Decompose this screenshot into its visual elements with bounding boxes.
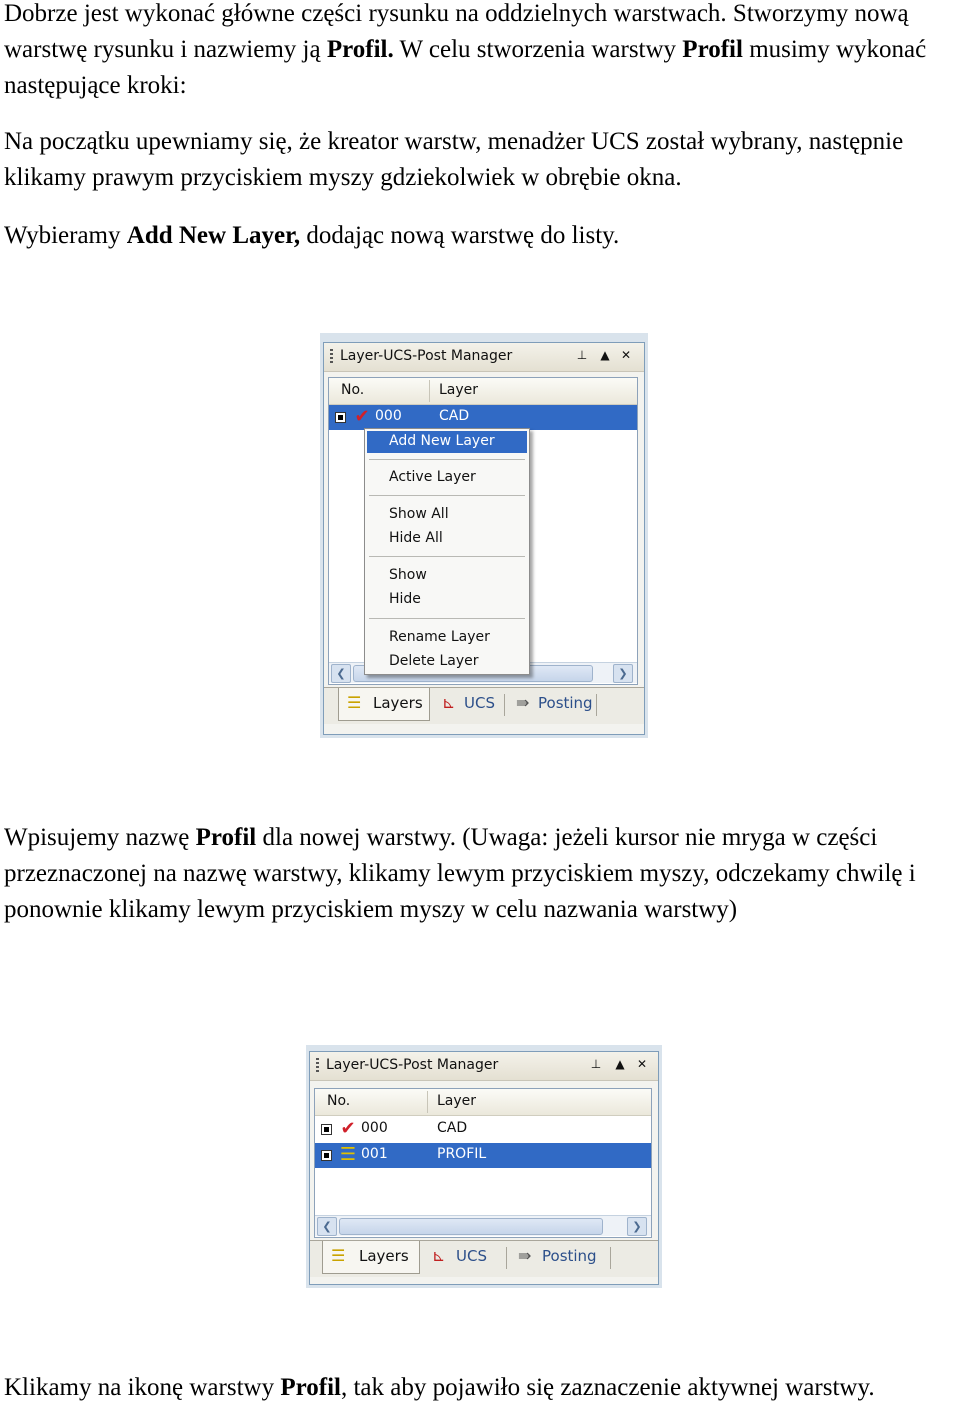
tab-divider bbox=[610, 1247, 611, 1269]
column-header-no[interactable]: No. bbox=[327, 1093, 351, 1109]
layers-icon: ☰ bbox=[347, 693, 362, 712]
step-2-text-c: dodając nową warstwę do listy. bbox=[300, 222, 620, 249]
menu-item-delete-layer[interactable]: Delete Layer bbox=[389, 653, 479, 669]
step-4-paragraph bbox=[4, 1370, 956, 1406]
context-menu bbox=[364, 428, 530, 675]
layer-name[interactable]: PROFIL bbox=[437, 1146, 487, 1162]
menu-item-show[interactable]: Show bbox=[389, 567, 427, 583]
posting-icon: ⇛ bbox=[518, 1246, 532, 1265]
intro-text-c: W celu stworzenia warstwy bbox=[393, 36, 683, 63]
ucs-icon: ⊾ bbox=[442, 693, 456, 712]
panel-titlebar[interactable] bbox=[324, 343, 644, 372]
layer-number: 000 bbox=[361, 1120, 388, 1136]
step-1-paragraph bbox=[4, 124, 956, 196]
tab-ucs[interactable] bbox=[434, 688, 504, 720]
scroll-right-icon[interactable]: ❯ bbox=[627, 1217, 647, 1236]
tab-posting-label: Posting bbox=[538, 694, 593, 712]
table-row[interactable] bbox=[315, 1117, 651, 1142]
list-header bbox=[329, 378, 637, 405]
column-header-layer[interactable]: Layer bbox=[437, 1093, 477, 1109]
step-2-paragraph bbox=[4, 218, 956, 254]
menu-item-active-layer[interactable]: Active Layer bbox=[389, 469, 476, 485]
intro-text-a: Dobrze jest wykonać główne części rysunku na oddzielnych warstwach. Stworzymy nową warstwę rysunku i nazwiemy ją bbox=[4, 0, 909, 63]
scroll-right-icon[interactable]: ❯ bbox=[613, 664, 633, 683]
visibility-checkbox[interactable] bbox=[321, 1124, 332, 1135]
menu-item-add-new-layer[interactable]: Add New Layer bbox=[367, 431, 527, 453]
pin-icon[interactable]: ⊥ bbox=[576, 348, 588, 362]
close-icon[interactable]: ✕ bbox=[636, 1057, 648, 1071]
menu-item-rename-layer[interactable]: Rename Layer bbox=[389, 629, 490, 645]
step-3-text-c: dla nowej warstwy. (Uwaga: jeżeli kursor nie mryga w części przeznaczonej na nazwę warstwy, klikamy lewym przyciskiem myszy, odczekamy chwilę i ponownie klikamy lewym przyciskiem myszy w celu nazwania warstwy) bbox=[4, 824, 916, 923]
column-header-no[interactable]: No. bbox=[341, 382, 365, 398]
step-3-text-a: Wpisujemy nazwę bbox=[4, 824, 196, 851]
list-header bbox=[315, 1089, 651, 1116]
posting-icon: ⇛ bbox=[516, 693, 530, 712]
column-divider[interactable] bbox=[429, 380, 430, 402]
step-4-text-a: Klikamy na ikonę warstwy bbox=[4, 1374, 281, 1401]
tab-layers-label: Layers bbox=[359, 1247, 409, 1265]
close-icon[interactable]: ✕ bbox=[620, 348, 632, 362]
tab-layers-label: Layers bbox=[373, 694, 423, 712]
tab-posting[interactable] bbox=[508, 688, 598, 720]
step-4-bold: Profil bbox=[280, 1374, 341, 1401]
scroll-left-icon[interactable]: ❮ bbox=[317, 1217, 337, 1236]
step-4-text-c: , tak aby pojawiło się zaznaczenie aktywnej warstwy. bbox=[340, 1374, 875, 1401]
tab-ucs[interactable] bbox=[424, 1241, 504, 1273]
step-3-paragraph bbox=[4, 820, 956, 928]
checkmark-icon[interactable]: ✔ bbox=[354, 406, 370, 427]
tab-posting-label: Posting bbox=[542, 1247, 597, 1265]
grip-icon[interactable] bbox=[316, 1058, 319, 1074]
visibility-checkbox[interactable] bbox=[321, 1150, 332, 1161]
panel-tabs bbox=[324, 687, 644, 724]
tab-layers[interactable] bbox=[322, 1241, 420, 1274]
step-2-bold: Add New Layer, bbox=[126, 222, 301, 249]
intro-bold-profil-2: Profil bbox=[682, 36, 743, 63]
scroll-thumb[interactable] bbox=[339, 1218, 603, 1235]
menu-item-hide-all[interactable]: Hide All bbox=[389, 530, 443, 546]
triangle-up-icon[interactable]: ▲ bbox=[600, 348, 610, 362]
layer-number: 001 bbox=[361, 1146, 388, 1162]
menu-separator bbox=[369, 459, 525, 460]
intro-bold-profil: Profil. bbox=[326, 36, 394, 63]
intro-paragraph bbox=[4, 0, 956, 104]
intro-text-e: musimy wykonać następujące kroki: bbox=[4, 36, 927, 99]
grip-icon[interactable] bbox=[330, 349, 333, 365]
panel-tabs bbox=[310, 1240, 658, 1277]
layer-manager-screenshot-2 bbox=[306, 1045, 662, 1288]
tab-ucs-label: UCS bbox=[464, 694, 495, 712]
layer-list[interactable] bbox=[314, 1088, 652, 1238]
panel-title: Layer-UCS-Post Manager bbox=[326, 1057, 499, 1073]
scroll-left-icon[interactable]: ❮ bbox=[331, 664, 351, 683]
tab-ucs-label: UCS bbox=[456, 1247, 487, 1265]
tab-divider bbox=[504, 694, 505, 716]
menu-separator bbox=[369, 556, 525, 557]
menu-item-hide[interactable]: Hide bbox=[389, 591, 421, 607]
column-header-layer[interactable]: Layer bbox=[439, 382, 479, 398]
layer-number: 000 bbox=[375, 408, 402, 424]
horizontal-scrollbar[interactable] bbox=[315, 1215, 651, 1236]
table-row[interactable] bbox=[329, 405, 637, 430]
triangle-up-icon[interactable]: ▲ bbox=[615, 1057, 625, 1071]
step-1-text: Na początku upewniamy się, że kreator warstw, menadżer UCS został wybrany, następnie klikamy prawym przyciskiem myszy gdziekolwiek w obrębie okna. bbox=[4, 128, 904, 191]
layers-icon: ☰ bbox=[331, 1246, 346, 1265]
menu-separator bbox=[369, 618, 525, 619]
layer-name[interactable]: CAD bbox=[437, 1120, 468, 1136]
pin-icon[interactable]: ⊥ bbox=[590, 1057, 602, 1071]
visibility-checkbox[interactable] bbox=[335, 412, 346, 423]
layer-manager-panel-2 bbox=[309, 1051, 659, 1285]
menu-item-show-all[interactable]: Show All bbox=[389, 506, 449, 522]
step-2-text-a: Wybieramy bbox=[4, 222, 127, 249]
column-divider[interactable] bbox=[427, 1091, 428, 1113]
menu-separator bbox=[369, 495, 525, 496]
tab-layers[interactable] bbox=[338, 688, 430, 721]
layer-name[interactable]: CAD bbox=[439, 408, 470, 424]
layer-manager-screenshot-1 bbox=[320, 333, 648, 738]
panel-titlebar[interactable] bbox=[310, 1052, 658, 1081]
tab-posting[interactable] bbox=[510, 1241, 606, 1273]
layers-icon[interactable]: ☰ bbox=[339, 1144, 357, 1165]
ucs-icon: ⊾ bbox=[432, 1246, 446, 1265]
step-3-bold: Profil bbox=[195, 824, 257, 851]
table-row[interactable] bbox=[315, 1143, 651, 1168]
tab-divider bbox=[506, 1247, 507, 1269]
panel-title: Layer-UCS-Post Manager bbox=[340, 348, 513, 364]
tab-divider bbox=[596, 694, 597, 716]
checkmark-icon[interactable]: ✔ bbox=[340, 1118, 356, 1139]
